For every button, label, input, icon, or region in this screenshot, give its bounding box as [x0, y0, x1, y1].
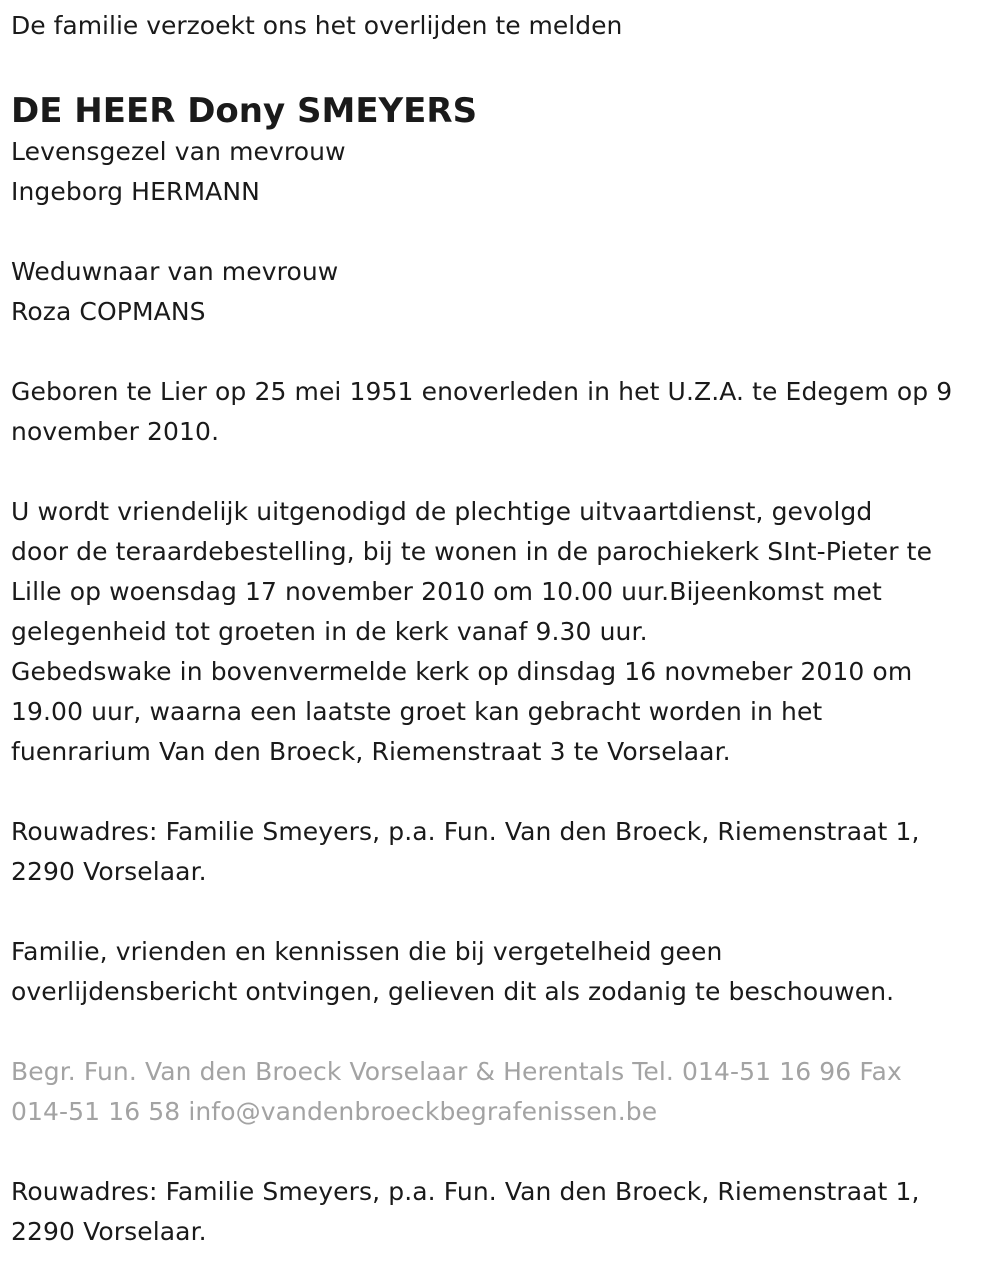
birth-death-line: november 2010.	[11, 417, 220, 446]
service-line: Lille op woensdag 17 november 2010 om 10.00 uur.Bijeenkomst met	[11, 577, 882, 606]
service-line: U wordt vriendelijk uitgenodigd de plechtige uitvaartdienst, gevolgd	[11, 497, 873, 526]
notice-line: overlijdensbericht ontvingen, gelieven dit als zodanig te beschouwen.	[11, 977, 895, 1006]
funeral-home-line: 014-51 16 58 info@vandenbroeckbegrafenissen.be	[11, 1097, 658, 1126]
partner-name: Ingeborg HERMANN	[11, 177, 260, 206]
funeral-home-block	[11, 1052, 990, 1132]
service-line: door de teraardebestelling, bij te wonen in de parochiekerk SInt-Pieter te	[11, 537, 933, 566]
service-line: gelegenheid tot groeten in de kerk vanaf 9.30 uur.	[11, 617, 648, 646]
intro-text: De familie verzoekt ons het overlijden te melden	[11, 11, 623, 40]
mourning-address-line: Rouwadres: Familie Smeyers, p.a. Fun. Van den Broeck, Riemenstraat 1,	[11, 1177, 920, 1206]
mourning-address-block-repeat	[11, 1172, 990, 1252]
birth-death-line: Geboren te Lier op 25 mei 1951 enoverleden in het U.Z.A. te Edegem op 9	[11, 377, 953, 406]
deceased-name: DE HEER Dony SMEYERS	[11, 91, 478, 131]
vigil-line: Gebedswake in bovenvermelde kerk op dinsdag 16 novmeber 2010 om	[11, 657, 913, 686]
funeral-home-line: Begr. Fun. Van den Broeck Vorselaar & Herentals Tel. 014-51 16 96 Fax	[11, 1057, 902, 1086]
widower-line: Weduwnaar van mevrouw	[11, 257, 339, 286]
service-block	[11, 492, 990, 772]
mourning-address-line: 2290 Vorselaar.	[11, 857, 207, 886]
partner-block	[11, 132, 990, 212]
partner-line: Levensgezel van mevrouw	[11, 137, 346, 166]
mourning-address-block	[11, 812, 990, 892]
vigil-line: 19.00 uur, waarna een laatste groet kan gebracht worden in het	[11, 697, 823, 726]
mourning-address-line: Rouwadres: Familie Smeyers, p.a. Fun. Van den Broeck, Riemenstraat 1,	[11, 817, 920, 846]
notice-block	[11, 932, 990, 1012]
widower-name: Roza COPMANS	[11, 297, 206, 326]
notice-line: Familie, vrienden en kennissen die bij vergetelheid geen	[11, 937, 723, 966]
widower-block	[11, 252, 990, 332]
vigil-line: fuenrarium Van den Broeck, Riemenstraat 3 te Vorselaar.	[11, 737, 731, 766]
birth-death-block	[11, 372, 990, 452]
mourning-address-line: 2290 Vorselaar.	[11, 1217, 207, 1246]
